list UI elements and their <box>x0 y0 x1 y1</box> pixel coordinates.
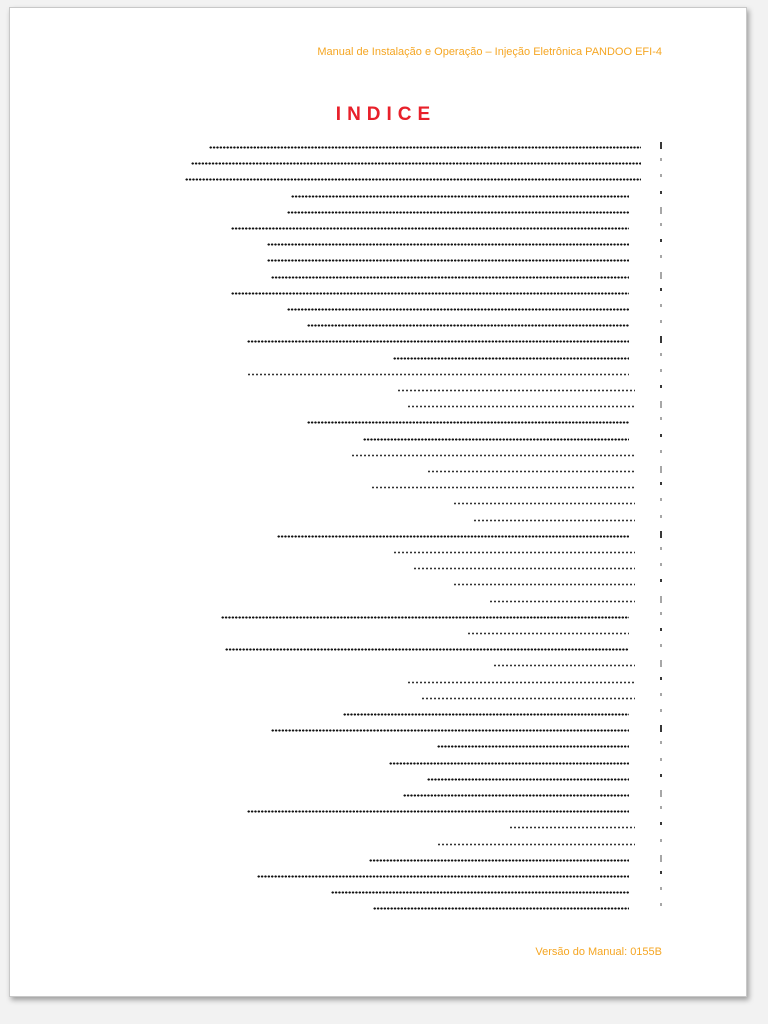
toc-page-number-mark <box>660 417 662 420</box>
toc-dot-leader <box>247 340 629 343</box>
toc-page-number-mark <box>660 466 662 473</box>
toc-page-number-mark <box>660 612 662 615</box>
toc-entry <box>10 575 746 591</box>
toc-entry <box>10 592 746 608</box>
toc-dot-leader <box>351 454 635 457</box>
toc-page-number-mark <box>660 693 662 696</box>
toc-page-number-mark <box>660 709 662 712</box>
toc-entry <box>10 754 746 770</box>
toc-entry <box>10 786 746 802</box>
document-page <box>9 7 747 997</box>
toc-page-number-mark <box>660 498 662 501</box>
toc-entry <box>10 413 746 429</box>
toc-page-number-mark <box>660 758 662 761</box>
toc-entry <box>10 802 746 818</box>
toc-dot-leader <box>393 357 629 360</box>
toc-entry <box>10 349 746 365</box>
toc-page-number-mark <box>660 142 662 149</box>
toc-dot-leader <box>493 664 635 667</box>
toc-dot-leader <box>209 146 641 149</box>
page-header: Manual de Instalação e Operação – Injeção Eletrônica PANDOO EFI-4 <box>317 46 662 58</box>
toc-page-number-mark <box>660 239 662 242</box>
toc-dot-leader <box>509 826 635 829</box>
toc-page-number-mark <box>660 288 662 291</box>
toc-entry <box>10 300 746 316</box>
toc-page-number-mark <box>660 725 662 732</box>
toc-dot-leader <box>473 519 635 522</box>
toc-page-number-mark <box>660 336 662 343</box>
toc-page-number-mark <box>660 482 662 485</box>
toc-entry <box>10 737 746 753</box>
toc-dot-leader <box>453 583 635 586</box>
toc-dot-leader <box>369 859 629 862</box>
toc-dot-leader <box>307 324 629 327</box>
toc-dot-leader <box>453 502 635 505</box>
toc-entry <box>10 835 746 851</box>
toc-entry <box>10 640 746 656</box>
toc-dot-leader <box>437 745 629 748</box>
toc-page-number-mark <box>660 385 662 388</box>
toc-dot-leader <box>437 843 635 846</box>
toc-dot-leader <box>331 891 629 894</box>
toc-entry <box>10 397 746 413</box>
toc-dot-leader <box>489 600 635 603</box>
toc-page-number-mark <box>660 579 662 582</box>
toc-entry <box>10 203 746 219</box>
toc-dot-leader <box>287 211 629 214</box>
toc-entry <box>10 462 746 478</box>
toc-dot-leader <box>403 794 629 797</box>
toc-page-number-mark <box>660 320 662 323</box>
toc-entry <box>10 494 746 510</box>
toc-entry <box>10 511 746 527</box>
toc-page-number-mark <box>660 272 662 279</box>
toc-page-number-mark <box>660 547 662 550</box>
table-of-contents <box>10 138 746 918</box>
toc-entry <box>10 446 746 462</box>
toc-entry <box>10 721 746 737</box>
toc-entry <box>10 430 746 446</box>
toc-entry <box>10 527 746 543</box>
toc-dot-leader <box>373 907 629 910</box>
toc-dot-leader <box>185 178 641 181</box>
toc-dot-leader <box>371 486 635 489</box>
toc-entry <box>10 365 746 381</box>
toc-entry <box>10 381 746 397</box>
toc-page-number-mark <box>660 401 662 408</box>
toc-dot-leader <box>267 259 629 262</box>
toc-dot-leader <box>343 713 629 716</box>
toc-entry <box>10 656 746 672</box>
toc-dot-leader <box>363 438 629 441</box>
toc-dot-leader <box>225 648 629 651</box>
toc-page-number-mark <box>660 191 662 194</box>
toc-dot-leader <box>267 243 629 246</box>
page-title: INDICE <box>335 104 437 125</box>
toc-page-number-mark <box>660 839 662 842</box>
toc-entry <box>10 851 746 867</box>
toc-page-number-mark <box>660 369 662 372</box>
toc-dot-leader <box>291 195 629 198</box>
toc-entry <box>10 251 746 267</box>
toc-dot-leader <box>307 421 629 424</box>
toc-entry <box>10 818 746 834</box>
toc-entry <box>10 705 746 721</box>
page-footer: Versão do Manual: 0155B <box>535 946 662 958</box>
toc-entry <box>10 268 746 284</box>
toc-dot-leader <box>413 567 635 570</box>
toc-page-number-mark <box>660 741 662 744</box>
toc-dot-leader <box>257 875 629 878</box>
toc-dot-leader <box>397 389 635 392</box>
toc-entry <box>10 867 746 883</box>
toc-dot-leader <box>393 551 635 554</box>
toc-dot-leader <box>271 276 629 279</box>
toc-page-number-mark <box>660 223 662 226</box>
toc-entry <box>10 770 746 786</box>
toc-entry <box>10 559 746 575</box>
toc-page-number-mark <box>660 806 662 809</box>
toc-dot-leader <box>407 405 635 408</box>
toc-entry <box>10 883 746 899</box>
toc-page-number-mark <box>660 774 662 777</box>
toc-dot-leader <box>277 535 629 538</box>
toc-page-number-mark <box>660 531 662 538</box>
toc-entry <box>10 478 746 494</box>
toc-page-number-mark <box>660 790 662 797</box>
toc-dot-leader <box>231 227 629 230</box>
toc-dot-leader <box>247 373 629 376</box>
toc-page-number-mark <box>660 628 662 631</box>
toc-dot-leader <box>467 632 629 635</box>
toc-dot-leader <box>191 162 641 165</box>
toc-entry <box>10 219 746 235</box>
toc-page-number-mark <box>660 822 662 825</box>
toc-dot-leader <box>287 308 629 311</box>
toc-entry <box>10 235 746 251</box>
toc-dot-leader <box>427 778 629 781</box>
toc-page-number-mark <box>660 887 662 890</box>
toc-dot-leader <box>421 697 635 700</box>
toc-dot-leader <box>231 292 629 295</box>
toc-entry <box>10 316 746 332</box>
toc-dot-leader <box>427 470 635 473</box>
toc-entry <box>10 624 746 640</box>
toc-page-number-mark <box>660 353 662 356</box>
toc-dot-leader <box>247 810 629 813</box>
toc-page-number-mark <box>660 903 662 906</box>
toc-dot-leader <box>407 681 635 684</box>
toc-entry <box>10 899 746 915</box>
toc-page-number-mark <box>660 450 662 453</box>
toc-entry <box>10 170 746 186</box>
toc-page-number-mark <box>660 158 662 161</box>
toc-dot-leader <box>271 729 629 732</box>
toc-entry <box>10 608 746 624</box>
toc-page-number-mark <box>660 644 662 647</box>
toc-page-number-mark <box>660 855 662 862</box>
toc-page-number-mark <box>660 207 662 214</box>
toc-page-number-mark <box>660 871 662 874</box>
toc-page-number-mark <box>660 515 662 518</box>
toc-dot-leader <box>221 616 629 619</box>
toc-entry <box>10 284 746 300</box>
toc-page-number-mark <box>660 434 662 437</box>
toc-page-number-mark <box>660 677 662 680</box>
toc-dot-leader <box>389 762 629 765</box>
toc-page-number-mark <box>660 174 662 177</box>
toc-entry <box>10 138 746 154</box>
toc-page-number-mark <box>660 563 662 566</box>
toc-entry <box>10 673 746 689</box>
toc-page-number-mark <box>660 255 662 258</box>
toc-entry <box>10 543 746 559</box>
toc-entry <box>10 689 746 705</box>
toc-page-number-mark <box>660 660 662 667</box>
toc-entry <box>10 154 746 170</box>
toc-page-number-mark <box>660 596 662 603</box>
toc-entry <box>10 187 746 203</box>
toc-entry <box>10 332 746 348</box>
toc-page-number-mark <box>660 304 662 307</box>
